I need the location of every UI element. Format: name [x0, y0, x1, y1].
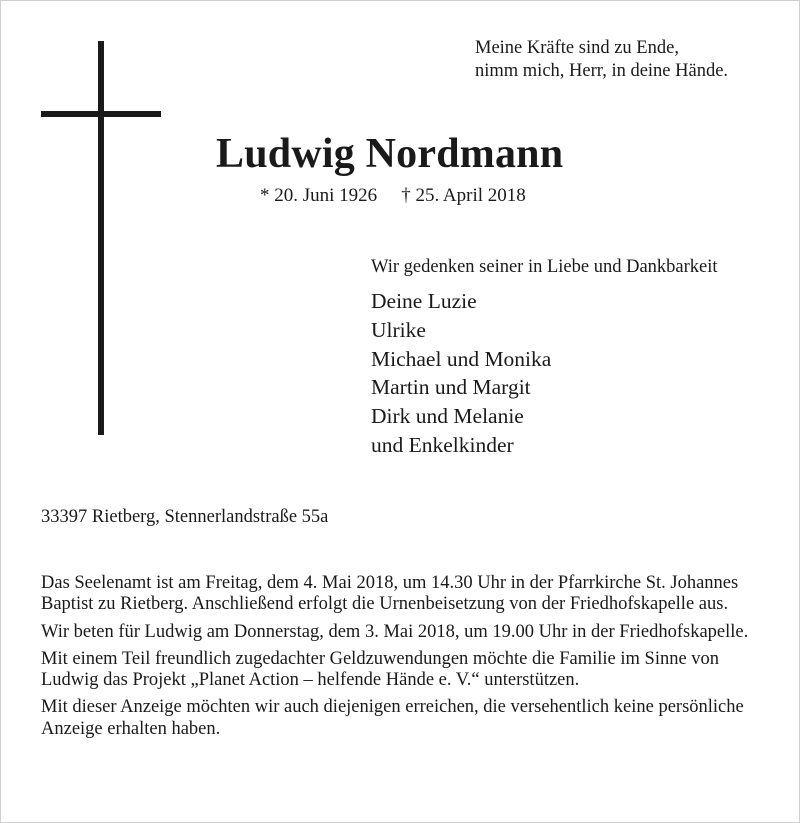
- mourner-name: Ulrike: [371, 317, 426, 342]
- paragraph-prayer: Wir beten für Ludwig am Donnerstag, dem 3. Mai 2018, um 19.00 Uhr in der Friedhofskapelle.: [41, 621, 749, 642]
- paragraph-donations: Mit einem Teil freundlich zugedachter Geldzuwendungen möchte die Familie im Sinne von Ludwig das Projekt „Planet Action – helfende Hände e. V.“ unterstützen.: [41, 648, 720, 691]
- mourner-name: Martin und Margit: [371, 375, 531, 400]
- mourner-name: und Enkelkinder: [371, 432, 514, 457]
- mourner-name: Deine Luzie: [371, 289, 477, 313]
- mourners-intro: Wir gedenken seiner in Liebe und Dankbarkeit: [371, 257, 718, 277]
- cross-icon-crossbar: [41, 111, 161, 117]
- verse-line: nimm mich, Herr, in deine Hände.: [475, 61, 729, 81]
- death-date: † 25. April 2018: [401, 185, 526, 206]
- paragraph-notice: Mit dieser Anzeige möchten wir auch diejenigen erreichen, die versehentlich keine persönliche Anzeige erhalten haben.: [41, 697, 744, 739]
- verse: [475, 37, 728, 83]
- verse-line: Meine Kräfte sind zu Ende,: [475, 38, 679, 58]
- mourner-name: Dirk und Melanie: [371, 404, 524, 429]
- paragraph-funeral-service: Das Seelenamt ist am Freitag, dem 4. Mai 2018, um 14.30 Uhr in der Pfarrkirche St. Johannes Baptist zu Rietberg. Anschließend erfolgt die Urnenbeisetzung von der Friedhofskapelle aus.: [41, 573, 739, 615]
- deceased-name: Ludwig Nordmann: [216, 131, 564, 177]
- birth-date: * 20. Juni 1926: [260, 185, 378, 206]
- address: 33397 Rietberg, Stennerlandstraße 55a: [41, 507, 329, 527]
- cross-icon: [98, 41, 104, 435]
- mourners-list: [371, 287, 551, 460]
- mourner-name: Michael und Monika: [371, 346, 552, 371]
- notice-text: [41, 573, 761, 746]
- life-dates: [260, 184, 526, 208]
